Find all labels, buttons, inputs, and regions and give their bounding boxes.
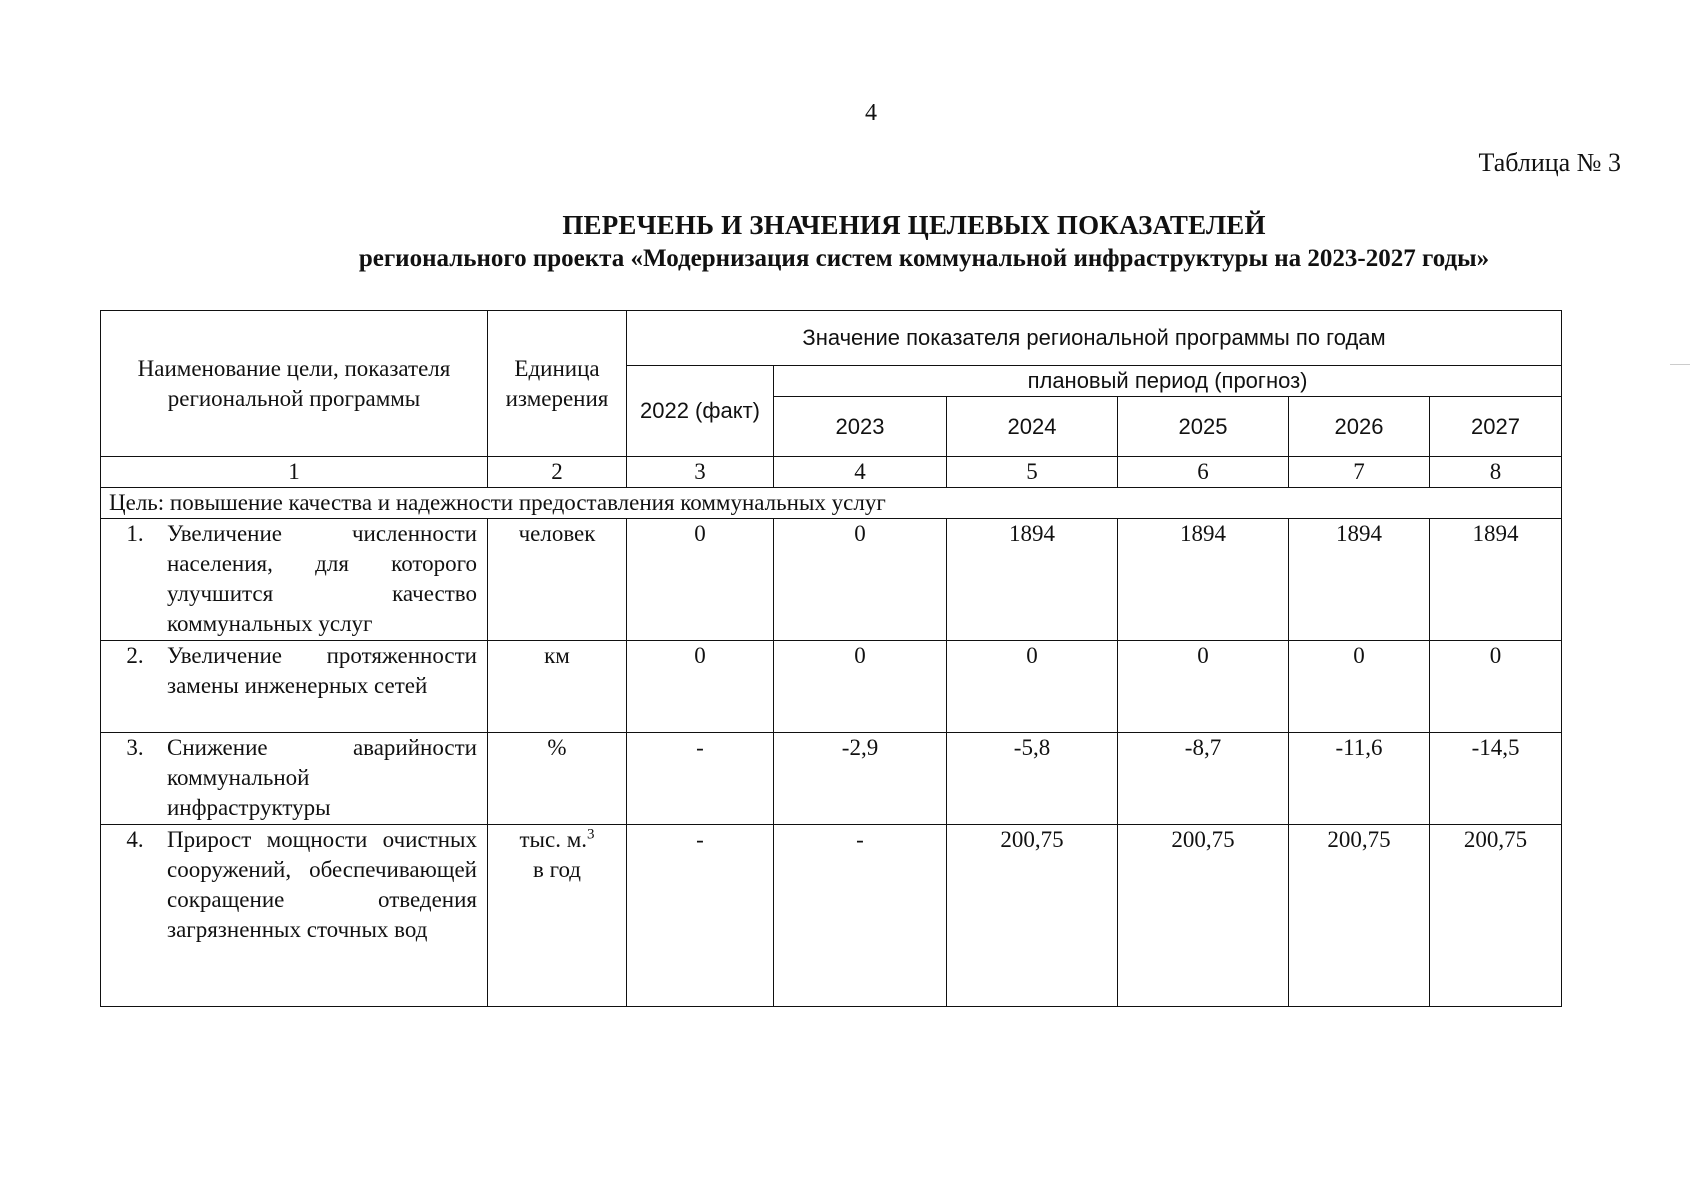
table-row [101,519,1562,641]
table-row [101,825,1562,1007]
value-cell: 0 [1118,641,1289,733]
table-row [101,733,1562,825]
value-cell: -11,6 [1289,733,1430,825]
indicator-name: Снижение аварийности коммунальной инфраструктуры [167,735,477,820]
value-cell: 0 [627,519,774,641]
column-number: 1 [101,457,488,488]
row-index: 4. [126,827,144,852]
value-cell: - [627,825,774,1007]
value-cell: - [774,825,947,1007]
value-cell: 0 [774,519,947,641]
value-cell: 1894 [1118,519,1289,641]
header-unit: Единица измерения [488,311,627,457]
indicator-name: Прирост мощности очистных сооружений, обеспечивающей сокращение отведения загрязненных сточных вод [167,827,477,942]
value-cell: 0 [774,641,947,733]
value-cell: 1894 [947,519,1118,641]
document-subtitle: регионального проекта «Модернизация систем коммунальной инфраструктуры на 2023-2027 годы» [358,245,1490,272]
header-year: 2025 [1118,397,1289,457]
value-cell: 200,75 [1430,825,1562,1007]
unit-cell: человек [488,519,627,641]
unit-cell: тыс. м.$^3$ в год [488,825,627,1007]
header-year-fact: 2022 (факт) [627,366,774,457]
value-cell: -5,8 [947,733,1118,825]
indicators-table [100,310,1562,1007]
value-cell: 0 [1430,641,1562,733]
indicator-name: Увеличение протяженности замены инженерных сетей [167,643,477,698]
column-number: 8 [1430,457,1562,488]
value-cell: 0 [627,641,774,733]
document-title: ПЕРЕЧЕНЬ И ЗНАЧЕНИЯ ЦЕЛЕВЫХ ПОКАЗАТЕЛЕЙ [562,210,1266,240]
value-cell: 1894 [1289,519,1430,641]
row-index: 2. [126,643,144,668]
unit-cell: % [488,733,627,825]
value-cell: 0 [947,641,1118,733]
goal-text: Цель: повышение качества и надежности предоставления коммунальных услуг [101,488,1562,519]
column-numbers-row [101,457,1562,488]
value-cell: 200,75 [1118,825,1289,1007]
header-name: Наименование цели, показателя региональной программы [101,311,488,457]
header-values-group: Значение показателя региональной программы по годам [627,311,1562,366]
column-number: 3 [627,457,774,488]
column-number: 6 [1118,457,1289,488]
header-plan-group: плановый период (прогноз) [774,366,1562,397]
column-number: 4 [774,457,947,488]
table-row [101,641,1562,733]
header-year: 2026 [1289,397,1430,457]
page-number: 4 [865,100,877,126]
indicator-name: Увеличение численности населения, для которого улучшится качество коммунальных услуг [167,521,477,636]
value-cell: 1894 [1430,519,1562,641]
column-number: 7 [1289,457,1430,488]
column-number: 2 [488,457,627,488]
goal-row [101,488,1562,519]
row-index: 1. [126,521,144,546]
value-cell: -8,7 [1118,733,1289,825]
row-index: 3. [126,735,144,760]
value-cell: 200,75 [947,825,1118,1007]
unit-cell: км [488,641,627,733]
value-cell: 200,75 [1289,825,1430,1007]
value-cell: -2,9 [774,733,947,825]
value-cell: - [627,733,774,825]
margin-mark [1670,364,1690,365]
value-cell: 0 [1289,641,1430,733]
column-number: 5 [947,457,1118,488]
header-year: 2027 [1430,397,1562,457]
header-year: 2024 [947,397,1118,457]
header-year: 2023 [774,397,947,457]
value-cell: -14,5 [1430,733,1562,825]
table-label: Таблица № 3 [1478,148,1621,177]
